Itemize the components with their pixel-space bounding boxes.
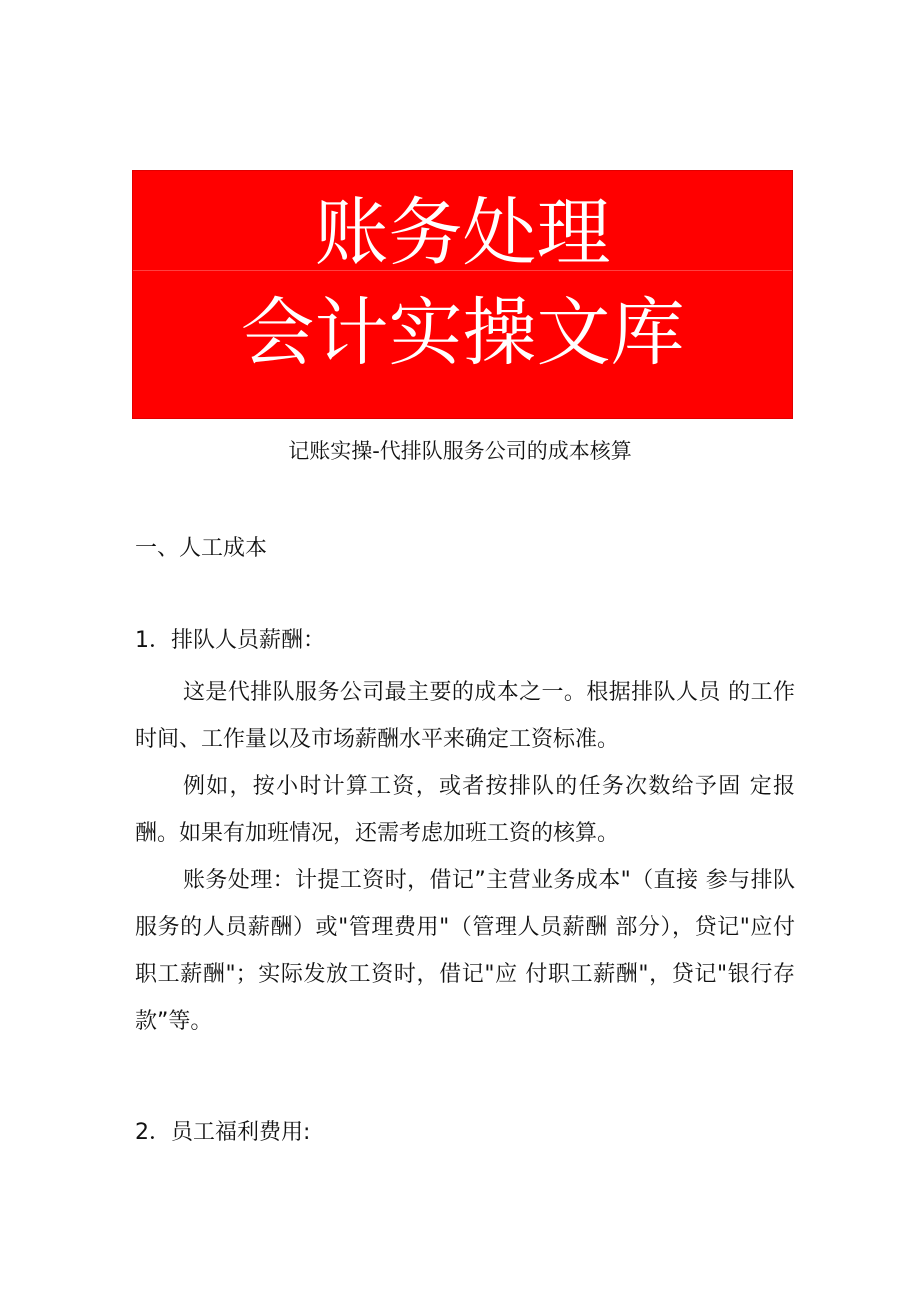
paragraph: 这是代排队服务公司最主要的成本之一。根据排队人员 的工作时间、工作量以及市场薪酬水平来确定工资标准。 bbox=[135, 680, 795, 752]
banner-title-line-2: 会计实操文库 bbox=[240, 290, 685, 376]
section-heading-labor-cost: 一、人工成本 bbox=[135, 536, 268, 561]
item-heading-employee-benefits: 2．员工福利费用: bbox=[135, 1120, 311, 1145]
document-subtitle: 记账实操-代排队服务公司的成本核算 bbox=[288, 439, 632, 463]
banner-title-line-1: 账务处理 bbox=[314, 190, 611, 276]
paragraph: 例如，按小时计算工资，或者按排队的任务次数给予固 定报酬。如果有加班情况，还需考虑加班工资的核算。 bbox=[135, 774, 795, 846]
banner-divider bbox=[133, 270, 792, 271]
title-banner bbox=[132, 170, 793, 419]
item-heading-queue-staff-pay: 1．排队人员薪酬： bbox=[135, 628, 325, 653]
paragraph: 账务处理：计提工资时，借记”主营业务成本"（直接 参与排队服务的人员薪酬）或"管理费用"（管理人员薪酬 部分），贷记"应付职工薪酬"；实际发放工资时，借记"应 付职工薪酬"，贷记"银行存款”等。 bbox=[135, 868, 795, 1034]
